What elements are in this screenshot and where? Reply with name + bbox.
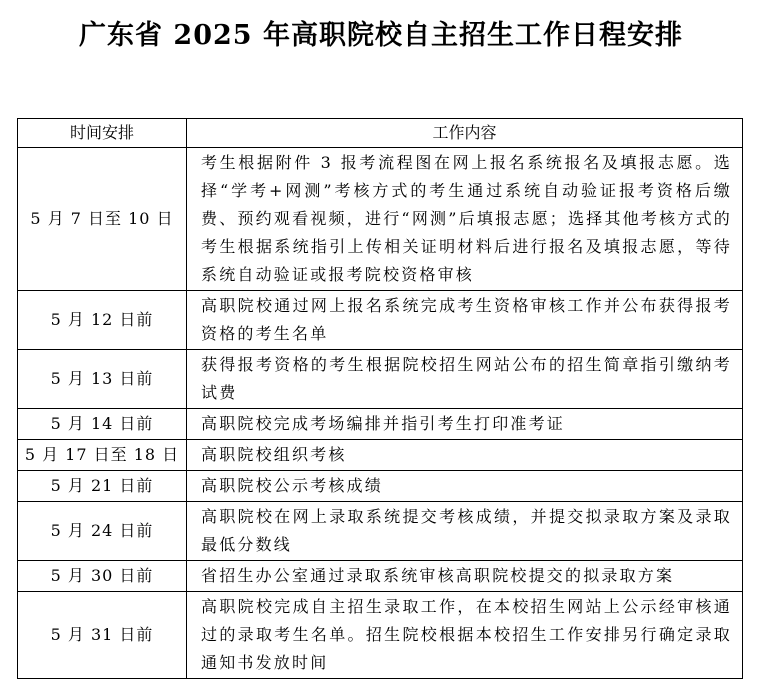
row-content: 高职院校完成自主招生录取工作，在本校招生网站上公示经审核通过的录取考生名单。招生院校根据本校招生工作安排另行确定录取通知书发放时间 (187, 592, 743, 679)
row-date: 5 月 13 日前 (18, 350, 187, 409)
table-row (18, 561, 743, 592)
row-date: 5 月 24 日前 (18, 502, 187, 561)
row-content: 高职院校完成考场编排并指引考生打印准考证 (187, 409, 743, 440)
row-content: 获得报考资格的考生根据院校招生网站公布的招生简章指引缴纳考试费 (187, 350, 743, 409)
row-date: 5 月 14 日前 (18, 409, 187, 440)
row-content: 高职院校通过网上报名系统完成考生资格审核工作并公布获得报考资格的考生名单 (187, 291, 743, 350)
row-date: 5 月 21 日前 (18, 471, 187, 502)
table-row (18, 409, 743, 440)
row-content: 省招生办公室通过录取系统审核高职院校提交的拟录取方案 (187, 561, 743, 592)
table-row (18, 440, 743, 471)
column-header-content: 工作内容 (187, 119, 743, 148)
page-title: 广东省 2025 年高职院校自主招生工作日程安排 (79, 20, 683, 51)
table-row (18, 502, 743, 561)
row-content: 高职院校在网上录取系统提交考核成绩，并提交拟录取方案及录取最低分数线 (187, 502, 743, 561)
row-date: 5 月 31 日前 (18, 592, 187, 679)
column-header-time: 时间安排 (18, 119, 187, 148)
table-header-row (18, 119, 743, 148)
row-date: 5 月 30 日前 (18, 561, 187, 592)
table-row (18, 471, 743, 502)
row-content: 高职院校公示考核成绩 (187, 471, 743, 502)
table-row (18, 350, 743, 409)
table-row (18, 592, 743, 679)
table-row (18, 148, 743, 291)
schedule-table (17, 118, 743, 679)
row-content: 高职院校组织考核 (187, 440, 743, 471)
row-date: 5 月 17 日至 18 日 (18, 440, 187, 471)
row-content: 考生根据附件 3 报考流程图在网上报名系统报名及填报志愿。选择“学考+网测”考核方式的考生通过系统自动验证报考资格后缴费、预约观看视频，进行“网测”后填报志愿；选择其他考核方式的考生根据系统指引上传相关证明材料后进行报名及填报志愿，等待系统自动验证或报考院校资格审核 (187, 148, 743, 291)
table-row (18, 291, 743, 350)
row-date: 5 月 7 日至 10 日 (18, 148, 187, 291)
row-date: 5 月 12 日前 (18, 291, 187, 350)
